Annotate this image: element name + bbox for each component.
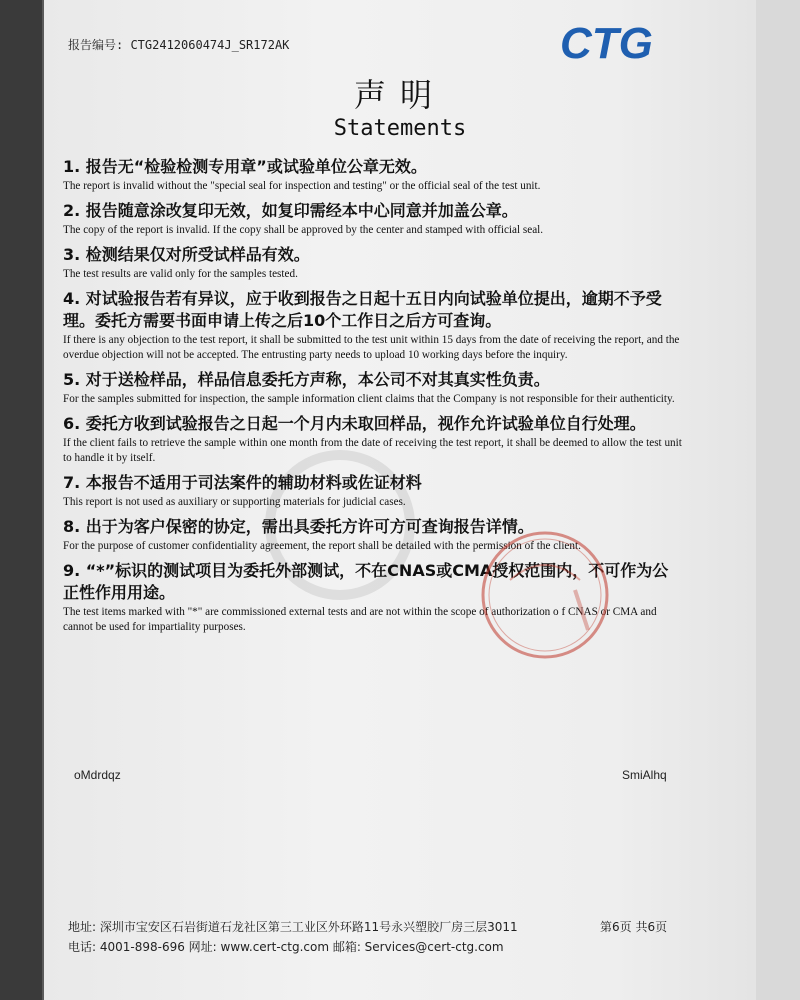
right-edge-strip — [756, 0, 800, 1000]
ctg-logo-text: CTG — [560, 19, 653, 68]
statement-item — [63, 288, 683, 363]
statement-en: The test items marked with "*" are commissioned external tests and are not within the scope of authorization o f CNAS or CMA and cannot be used for impartiality purposes. — [63, 606, 657, 633]
statement-en: If the client fails to retrieve the sample within one month from the date of receiving the test report, it shall be deemed to allow the test unit to handle it by itself. — [63, 437, 682, 464]
footer-contact: 电话: 4001-898-696 网址: www.cert-ctg.com 邮箱: Services@cert-ctg.com — [68, 940, 504, 954]
statement-cn: 6. 委托方收到试验报告之日起一个月内未取回样品，视作允许试验单位自行处理。 — [63, 414, 646, 433]
statement-cn: 8. 出于为客户保密的协定，需出具委托方许可方可查询报告详情。 — [63, 517, 534, 536]
statement-cn: 9. “*”标识的测试项目为委托外部测试，不在CNAS或CMA授权范围内，不可作为公正性作用用途。 — [63, 561, 669, 602]
statement-cn: 7. 本报告不适用于司法案件的辅助材料或佐证材料 — [63, 473, 422, 492]
statement-item — [63, 413, 683, 466]
official-seal-stamp — [470, 520, 620, 670]
statement-item — [63, 156, 683, 194]
title-english: Statements — [333, 116, 467, 141]
statement-en: The copy of the report is invalid. If the copy shall be approved by the center and stamped with official seal. — [63, 224, 544, 236]
title-chinese: 声明 — [353, 76, 446, 114]
statement-en: The report is invalid without the "special seal for inspection and testing" or the official seal of the test unit. — [63, 180, 541, 192]
statement-en: This report is not used as auxiliary or supporting materials for judicial cases. — [63, 496, 406, 508]
footer-address: 地址: 深圳市宝安区石岩街道石龙社区第三工业区外环路11号永兴塑胶厂房三层3011 — [68, 920, 518, 934]
signature-left: oMdrdqz — [74, 768, 121, 782]
statement-en: For the samples submitted for inspection, the sample information client claims that the Company is not responsible for their authenticity. — [63, 393, 675, 405]
statement-cn: 2. 报告随意涂改复印无效，如复印需经本中心同意并加盖公章。 — [63, 201, 518, 220]
statement-cn: 5. 对于送检样品，样品信息委托方声称，本公司不对其真实性负责。 — [63, 370, 550, 389]
footer-page-number: 第6页 共6页 — [600, 920, 668, 934]
statement-en: If there is any objection to the test report, it shall be submitted to the test unit within 15 days from the date of receiving the report, and the overdue objection will not be accepted. The entrusting party needs to upload 10 working days before the inquiry. — [63, 334, 680, 361]
report-number: 报告编号: CTG2412060474J_SR172AK — [68, 38, 290, 52]
statement-cn: 4. 对试验报告若有异议，应于收到报告之日起十五日内向试验单位提出，逾期不予受理。委托方需要书面申请上传之后10个工作日之后方可查询。 — [63, 289, 662, 330]
statement-en: For the purpose of customer confidentiality agreement, the report shall be detailed with the permission of the client. — [63, 540, 581, 552]
statement-item — [63, 200, 683, 238]
statement-item — [63, 244, 683, 282]
signature-right: SmiAlhq — [622, 768, 667, 782]
statement-cn: 3. 检测结果仅对所受试样品有效。 — [63, 245, 310, 264]
ctg-logo — [560, 18, 680, 68]
statement-en: The test results are valid only for the samples tested. — [63, 268, 298, 280]
statement-cn: 1. 报告无“检验检测专用章”或试验单位公章无效。 — [63, 157, 427, 176]
statement-item — [63, 369, 683, 407]
statement-item — [63, 472, 683, 510]
